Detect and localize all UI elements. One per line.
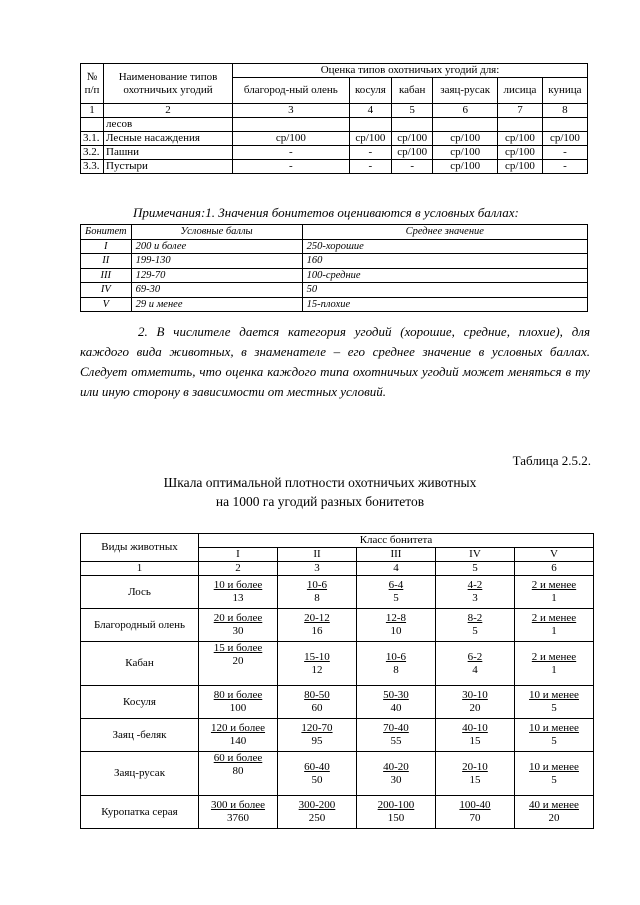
- species-name: Заяц -беляк: [81, 719, 199, 752]
- index-cell: 5: [392, 104, 433, 118]
- cell: 69-30: [131, 283, 302, 298]
- density-cell: [198, 752, 277, 796]
- density-cell: [198, 576, 277, 609]
- denominator: 20: [232, 655, 244, 667]
- numerator: 12-8: [385, 612, 407, 624]
- denominator: 95: [311, 735, 323, 747]
- cell: ср/100: [433, 160, 498, 174]
- cell: -: [349, 146, 391, 160]
- numerator: 200-100: [377, 799, 415, 811]
- cell: -: [233, 146, 350, 160]
- numerator: 70-40: [383, 722, 409, 734]
- cell: 50: [302, 283, 587, 298]
- numerator: 2 и менее: [531, 650, 577, 663]
- index-cell: 5: [435, 562, 514, 576]
- table-row: [81, 796, 594, 829]
- denominator: 3: [472, 592, 478, 604]
- cell: ср/100: [433, 132, 498, 146]
- cell: -: [233, 160, 350, 174]
- denominator: 15: [469, 735, 481, 747]
- density-table: [80, 533, 594, 829]
- denominator: 150: [387, 812, 405, 824]
- density-cell: [435, 609, 514, 642]
- index-row: [81, 104, 588, 118]
- cell: ср/100: [392, 146, 433, 160]
- density-cell: [435, 576, 514, 609]
- density-cell: [198, 719, 277, 752]
- density-cell: [198, 796, 277, 829]
- header-name: Наименование типов охотничьих угодий: [104, 64, 233, 104]
- numerator: 80-50: [304, 689, 330, 701]
- numerator: 15-10: [304, 650, 330, 663]
- denominator: 8: [314, 592, 320, 604]
- numerator: 50-30: [383, 689, 409, 701]
- hunting-grounds-table: [80, 63, 588, 174]
- density-cell: [514, 719, 593, 752]
- cell: ср/100: [392, 132, 433, 146]
- density-cell: [356, 642, 435, 686]
- denominator: 5: [393, 592, 399, 604]
- cell: -: [349, 160, 391, 174]
- denominator: 8: [393, 663, 399, 676]
- species-name: Косуля: [81, 686, 199, 719]
- continuation-text: лесов: [104, 118, 233, 132]
- table-row: [81, 642, 594, 686]
- density-cell: [198, 609, 277, 642]
- numerator: 20 и более: [213, 612, 263, 624]
- denominator: 1: [551, 663, 557, 676]
- numerator: 20-12: [304, 612, 330, 624]
- cell: ср/100: [349, 132, 391, 146]
- table-row: [81, 146, 588, 160]
- numerator: 2 и менее: [531, 612, 577, 624]
- cell: ср/100: [233, 132, 350, 146]
- row-name: Лесные насаждения: [104, 132, 233, 146]
- cell: ср/100: [542, 132, 587, 146]
- header-points: Условные баллы: [131, 225, 302, 240]
- density-cell: [356, 752, 435, 796]
- density-cell: [435, 796, 514, 829]
- species-name: Лось: [81, 576, 199, 609]
- header-class: III: [356, 548, 435, 562]
- numerator: 300-200: [298, 799, 336, 811]
- index-cell: 4: [356, 562, 435, 576]
- denominator: 13: [232, 592, 244, 604]
- denominator: 15: [469, 773, 481, 786]
- index-cell: 1: [81, 104, 104, 118]
- numerator: 8-2: [467, 612, 483, 624]
- cell: 100-средние: [302, 268, 587, 283]
- header-average: Среднее значение: [302, 225, 587, 240]
- header-animal: заяц-русак: [433, 78, 498, 104]
- denominator: 80: [232, 765, 244, 777]
- numerator: 6-4: [388, 579, 404, 591]
- table-row: [81, 160, 588, 174]
- header-bonitet: Бонитет: [81, 225, 132, 240]
- density-cell: [277, 609, 356, 642]
- numerator: 10 и более: [213, 579, 263, 591]
- density-cell: [277, 576, 356, 609]
- table-row: [81, 283, 588, 298]
- index-cell: 3: [277, 562, 356, 576]
- denominator: 30: [232, 625, 244, 637]
- header-animal: косуля: [349, 78, 391, 104]
- header-class: I: [198, 548, 277, 562]
- density-cell: [356, 719, 435, 752]
- numerator: 100-40: [459, 799, 491, 811]
- species-name: Благородный олень: [81, 609, 199, 642]
- cell: V: [81, 297, 132, 312]
- index-cell: 6: [514, 562, 593, 576]
- density-table-body: [81, 576, 594, 829]
- table-row: [81, 132, 588, 146]
- numerator: 10 и менее: [529, 760, 579, 773]
- title-line: на 1000 га угодий разных бонитетов: [215, 494, 425, 509]
- denominator: 1: [551, 592, 557, 604]
- density-cell: [435, 686, 514, 719]
- table-row: [81, 752, 594, 796]
- cell: -: [542, 146, 587, 160]
- denominator: 12: [311, 663, 323, 676]
- cell: ср/100: [433, 146, 498, 160]
- numerator: 40 и менее: [529, 799, 579, 811]
- row-name: Пашни: [104, 146, 233, 160]
- numerator: 10-6: [306, 579, 328, 591]
- cell: IV: [81, 283, 132, 298]
- numerator: 4-2: [467, 579, 483, 591]
- table-row: [81, 686, 594, 719]
- density-cell: [356, 796, 435, 829]
- numerator: 30-10: [462, 689, 488, 701]
- header-animal: куница: [542, 78, 587, 104]
- denominator: 55: [390, 735, 402, 747]
- density-cell: [277, 686, 356, 719]
- index-cell: 2: [104, 104, 233, 118]
- index-cell: 7: [498, 104, 543, 118]
- header-animal: благород-ный олень: [233, 78, 350, 104]
- note-2: 2. В числителе дается категория угодий (хорошие, средние, плохие), для каждого вида животных, в знаменателе – его среднее значение в условных баллах. Следует отметить, что оценка каждого типа охотничьих угодий может меняться в ту или иную сторону в зависимости от местных условий.: [80, 324, 590, 399]
- numerator: 10 и менее: [529, 689, 579, 701]
- header-group: Класс бонитета: [198, 534, 593, 548]
- title-line: Шкала оптимальной плотности охотничьих животных: [163, 475, 477, 490]
- row-name: Пустыри: [104, 160, 233, 174]
- denominator: 140: [229, 735, 247, 747]
- cell: I: [81, 239, 132, 254]
- table-label: Таблица 2.5.2.: [512, 453, 591, 468]
- header-animal: лисица: [498, 78, 543, 104]
- header-species: Виды животных: [81, 534, 199, 562]
- table-row: [81, 609, 594, 642]
- index-cell: 8: [542, 104, 587, 118]
- cell: 199-130: [131, 254, 302, 269]
- index-cell: 4: [349, 104, 391, 118]
- cell: II: [81, 254, 132, 269]
- denominator: 70: [469, 812, 481, 824]
- denominator: 5: [551, 735, 557, 747]
- numerator: 120-70: [301, 722, 333, 734]
- numerator: 40-20: [383, 760, 409, 773]
- cell: 160: [302, 254, 587, 269]
- density-cell: [514, 752, 593, 796]
- cell: 200 и более: [131, 239, 302, 254]
- bonitet-table: [80, 224, 588, 312]
- table-row: [81, 719, 594, 752]
- cell: ср/100: [498, 146, 543, 160]
- density-cell: [198, 686, 277, 719]
- density-cell: [514, 796, 593, 829]
- denominator: 4: [472, 663, 478, 676]
- density-cell: [435, 642, 514, 686]
- cell: 250-хорошие: [302, 239, 587, 254]
- cell: ср/100: [498, 132, 543, 146]
- table-row: [81, 576, 594, 609]
- numerator: 10 и менее: [529, 722, 579, 734]
- denominator: 60: [311, 702, 323, 714]
- numerator: 60 и более: [213, 752, 263, 764]
- row-num: 3.1.: [81, 132, 104, 146]
- density-cell: [514, 686, 593, 719]
- density-cell: [356, 609, 435, 642]
- header-num: № п/п: [81, 64, 104, 104]
- denominator: 16: [311, 625, 323, 637]
- density-cell: [277, 642, 356, 686]
- header-class: V: [514, 548, 593, 562]
- density-cell: [514, 642, 593, 686]
- table-title: [0, 473, 640, 511]
- denominator: 10: [390, 625, 402, 637]
- density-cell: [198, 642, 277, 686]
- species-name: Кабан: [81, 642, 199, 686]
- density-cell: [277, 796, 356, 829]
- row-num: 3.3.: [81, 160, 104, 174]
- index-cell: 6: [433, 104, 498, 118]
- species-name: Куропатка серая: [81, 796, 199, 829]
- header-animal: кабан: [392, 78, 433, 104]
- numerator: 60-40: [304, 760, 330, 773]
- cell: 129-70: [131, 268, 302, 283]
- density-cell: [514, 609, 593, 642]
- denominator: 5: [551, 773, 557, 786]
- index-cell: 2: [198, 562, 277, 576]
- table-row: [81, 239, 588, 254]
- cell: 15-плохие: [302, 297, 587, 312]
- cell: 29 и менее: [131, 297, 302, 312]
- density-cell: [356, 686, 435, 719]
- note-1: Примечания:1. Значения бонитетов оцениваются в условных баллах:: [133, 205, 519, 220]
- table-row: [81, 254, 588, 269]
- header-group: Оценка типов охотничьих угодий для:: [233, 64, 588, 78]
- denominator: 20: [469, 702, 481, 714]
- table-row: [81, 118, 588, 132]
- index-cell: 3: [233, 104, 350, 118]
- denominator: 5: [472, 625, 478, 637]
- species-name: Заяц-русак: [81, 752, 199, 796]
- denominator: 30: [390, 773, 402, 786]
- denominator: 250: [308, 812, 326, 824]
- denominator: 5: [551, 702, 557, 714]
- density-cell: [514, 576, 593, 609]
- denominator: 40: [390, 702, 402, 714]
- numerator: 10-6: [385, 650, 407, 663]
- denominator: 3760: [226, 812, 249, 824]
- cell: III: [81, 268, 132, 283]
- header-class: II: [277, 548, 356, 562]
- row-num: 3.2.: [81, 146, 104, 160]
- numerator: 2 и менее: [531, 579, 577, 591]
- density-cell: [277, 752, 356, 796]
- density-cell: [277, 719, 356, 752]
- index-row: [81, 562, 594, 576]
- cell: ср/100: [498, 160, 543, 174]
- table-row: [81, 297, 588, 312]
- index-cell: 1: [81, 562, 199, 576]
- numerator: 15 и более: [213, 642, 263, 654]
- numerator: 40-10: [462, 722, 488, 734]
- density-cell: [435, 719, 514, 752]
- denominator: 50: [311, 773, 323, 786]
- numerator: 20-10: [462, 760, 488, 773]
- numerator: 80 и более: [213, 689, 263, 701]
- numerator: 6-2: [467, 650, 483, 663]
- numerator: 120 и более: [210, 722, 266, 734]
- cell: -: [392, 160, 433, 174]
- denominator: 100: [229, 702, 247, 714]
- cell: -: [542, 160, 587, 174]
- denominator: 1: [551, 625, 557, 637]
- denominator: 20: [548, 812, 560, 824]
- header-class: IV: [435, 548, 514, 562]
- numerator: 300 и более: [210, 799, 266, 811]
- density-cell: [435, 752, 514, 796]
- table-row: [81, 268, 588, 283]
- density-cell: [356, 576, 435, 609]
